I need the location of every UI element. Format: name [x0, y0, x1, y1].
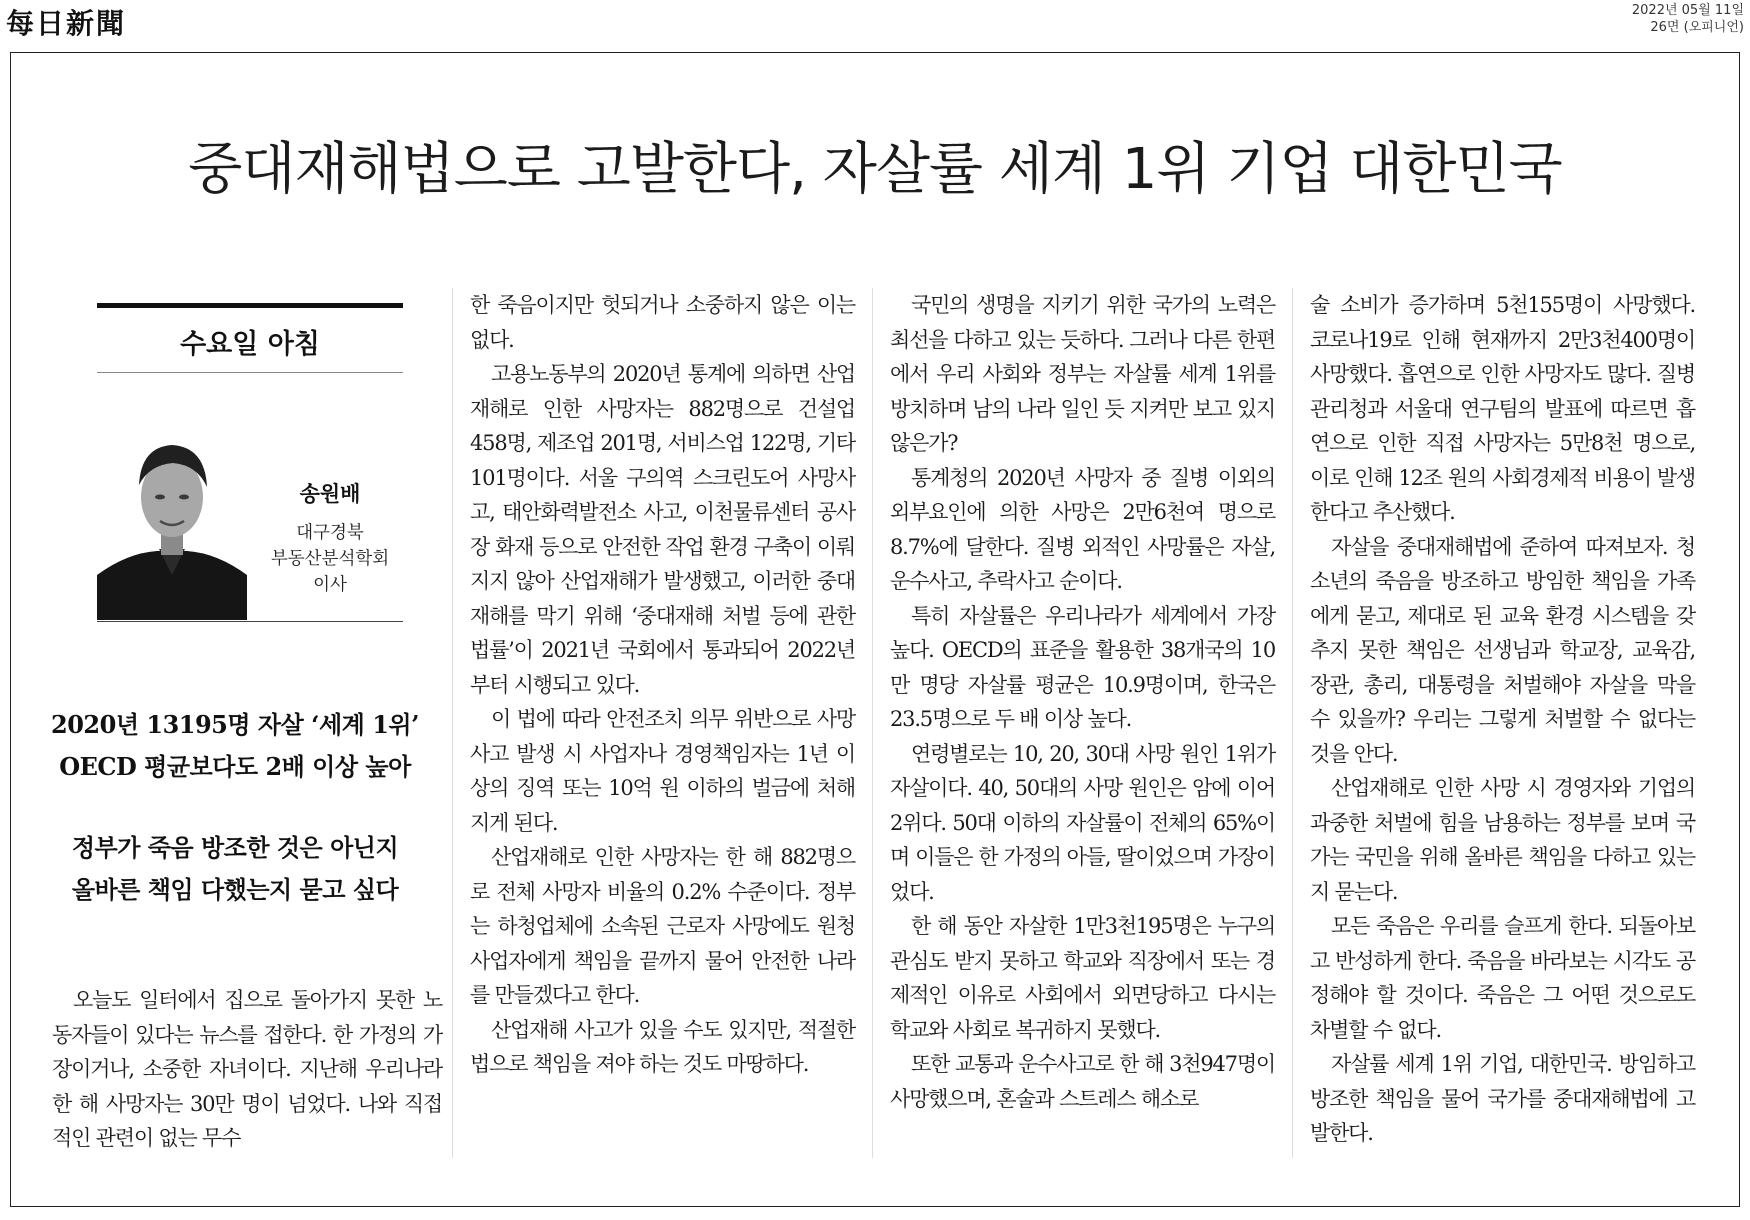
subheadline-line: OECD 평균보다도 2배 이상 높아 — [59, 752, 411, 781]
author-name: 송원배 — [299, 482, 361, 506]
column-divider — [872, 288, 873, 1158]
body-paragraph: 오늘도 일터에서 집으로 돌아가지 못한 노동자들이 있다는 뉴스를 접한다. 한 가정의 가장이거나, 소중한 자녀이다. 지난해 우리나라 한 해 사망자는 30만 명이 넘었다. 나와 직접적인 관련이 없는 무수 — [52, 988, 442, 1150]
subheadline-line: 정부가 죽음 방조한 것은 아닌지 — [71, 833, 399, 862]
author-photo — [97, 425, 247, 620]
body-paragraph: 특히 자살률은 우리나라가 세계에서 가장 높다. OECD의 표준을 활용한 38개국의 10만 명당 자살률 평균은 10.9명이며, 한국은 23.5명으로 두 배 이상 높다. — [890, 603, 1275, 731]
body-paragraph: 통계청의 2020년 사망자 중 질병 이외의 외부요인에 의한 사망은 2만6천여 명으로 8.7%에 달한다. 질병 외적인 사망률은 자살, 운수사고, 추락사고 순이다. — [890, 465, 1275, 593]
body-paragraph: 한 해 동안 자살한 1만3천195명은 누구의 관심도 받지 못하고 학교와 직장에서 또는 경제적인 이유로 사회에서 외면당하고 다시는 학교와 사회로 복귀하지 못했다. — [890, 914, 1275, 1042]
body-paragraph: 산업재해 사고가 있을 수도 있지만, 적절한 법으로 책임을 져야 하는 것도 마땅하다. — [470, 1017, 855, 1076]
body-paragraph: 자살률 세계 1위 기업, 대한민국. 방임하고 방조한 책임을 물어 국가를 중대재해법에 고발한다. — [1310, 1052, 1695, 1145]
publication-date: 2022년 05월 11일 — [1631, 3, 1744, 18]
column-divider — [1292, 288, 1293, 1158]
article-body-lead — [52, 983, 442, 1156]
author-box-rule — [97, 621, 403, 622]
author-affiliation — [255, 520, 405, 598]
article-body-column-3 — [1310, 288, 1695, 1151]
body-paragraph: 연령별로는 10, 20, 30대 사망 원인 1위가 자살이다. 40, 50대의 사망 원인은 암에 이어 2위다. 50대 이하의 자살률이 전체의 65%이며 이들은 한 가정의 아들, 딸이었으며 가장이었다. — [890, 741, 1275, 904]
subheadline-line: 2020년 13195명 자살 ‘세계 1위’ — [51, 710, 419, 739]
column-series-name: 수요일 아침 — [180, 329, 320, 360]
body-paragraph: 모든 죽음은 우리를 슬프게 한다. 되돌아보고 반성하게 한다. 죽음을 바라보는 시각도 공정해야 할 것이다. 죽음은 그 어떤 것으로도 차별할 수 없다. — [1310, 914, 1695, 1042]
body-paragraph: 이 법에 따라 안전조치 의무 위반으로 사망사고 발생 시 사업자나 경영책임자는 1년 이상의 징역 또는 10억 원 이하의 벌금에 처해지게 된다. — [470, 707, 855, 835]
body-paragraph: 술 소비가 증가하며 5천155명이 사망했다. 코로나19로 인해 현재까지 2만3천400명이 사망했다. 흡연으로 인한 사망자도 많다. 질병관리청과 서울대 연구팀의 발표에 따르면 흡연으로 인한 직접 사망자는 5만8천 명으로, 이로 인해 12조 원의 사회경제적 비용이 발생한다고 추산했다. — [1310, 293, 1695, 524]
body-paragraph: 산업재해로 인한 사망자는 한 해 882명으로 전체 사망자 비율의 0.2% 수준이다. 정부는 하청업체에 소속된 근로자 사망에도 원청 사업자에게 책임을 끝까지 물어 안전한 나라를 만들겠다고 한다. — [470, 845, 855, 1007]
subheadline-1 — [20, 704, 450, 788]
body-paragraph: 자살을 중대재해법에 준하여 따져보자. 청소년의 죽음을 방조하고 방임한 책임을 가족에게 묻고, 제대로 된 교육 환경 시스템을 갖추지 못한 책임은 선생님과 학교장, 교육감, 장관, 총리, 대통령을 처벌해야 자살을 막을 수 있을까? 우리는 그렇게 처벌할 수 없다는 것을 안다. — [1310, 534, 1695, 766]
article-body-column-1 — [470, 288, 855, 1082]
body-paragraph: 산업재해로 인한 사망 시 경영자와 기업의 과중한 처벌에 힘을 남용하는 정부를 보며 국가는 국민을 위해 올바른 책임을 다하고 있는지 묻는다. — [1310, 776, 1695, 904]
body-paragraph: 또한 교통과 운수사고로 한 해 3천947명이 사망했으며, 혼술과 스트레스 해소로 — [890, 1052, 1275, 1111]
column-divider — [452, 288, 453, 1158]
article-body-column-2 — [890, 288, 1275, 1116]
column-title-divider — [97, 372, 403, 373]
dateline — [1632, 2, 1744, 36]
body-paragraph: 고용노동부의 2020년 통계에 의하면 산업재해로 인한 사망자는 882명으로 건설업 458명, 제조업 201명, 서비스업 122명, 기타 101명이다. 서울 구의역 스크린도어 사망사고, 태안화력발전소 사고, 이천물류센터 공사장 화재 등으로 안전한 작업 환경 구축이 이뤄지지 않아 산업재해가 발생했고, 이러한 중대재해를 막기 위해 ‘중대재해 처벌 등에 관한 법률’이 2021년 국회에서 통과되어 2022년부터 시행되고 있다. — [470, 362, 855, 697]
page-section: 26면 (오피니언) — [1650, 20, 1744, 35]
subheadline-2 — [20, 827, 450, 911]
article-headline: 중대재해법으로 고발한다, 자살률 세계 1위 기업 대한민국 — [188, 137, 1562, 202]
newspaper-masthead: 每日新聞 — [6, 7, 127, 40]
body-paragraph: 국민의 생명을 지키기 위한 국가의 노력은 최선을 다하고 있는 듯하다. 그러나 다른 한편에서 우리 사회와 정부는 자살률 세계 1위를 방치하며 남의 나라 일인 듯 지켜만 보고 있지 않은가? — [890, 293, 1275, 455]
author-title-line: 대구경북 — [296, 523, 364, 543]
column-title-rule — [97, 303, 403, 308]
body-paragraph: 한 죽음이지만 헛되거나 소중하지 않은 이는 없다. — [470, 293, 855, 352]
subheadline-line: 올바른 책임 다했는지 묻고 싶다 — [71, 875, 399, 904]
author-title-line: 부동산분석학회 — [270, 549, 390, 569]
author-title-line: 이사 — [313, 575, 347, 595]
